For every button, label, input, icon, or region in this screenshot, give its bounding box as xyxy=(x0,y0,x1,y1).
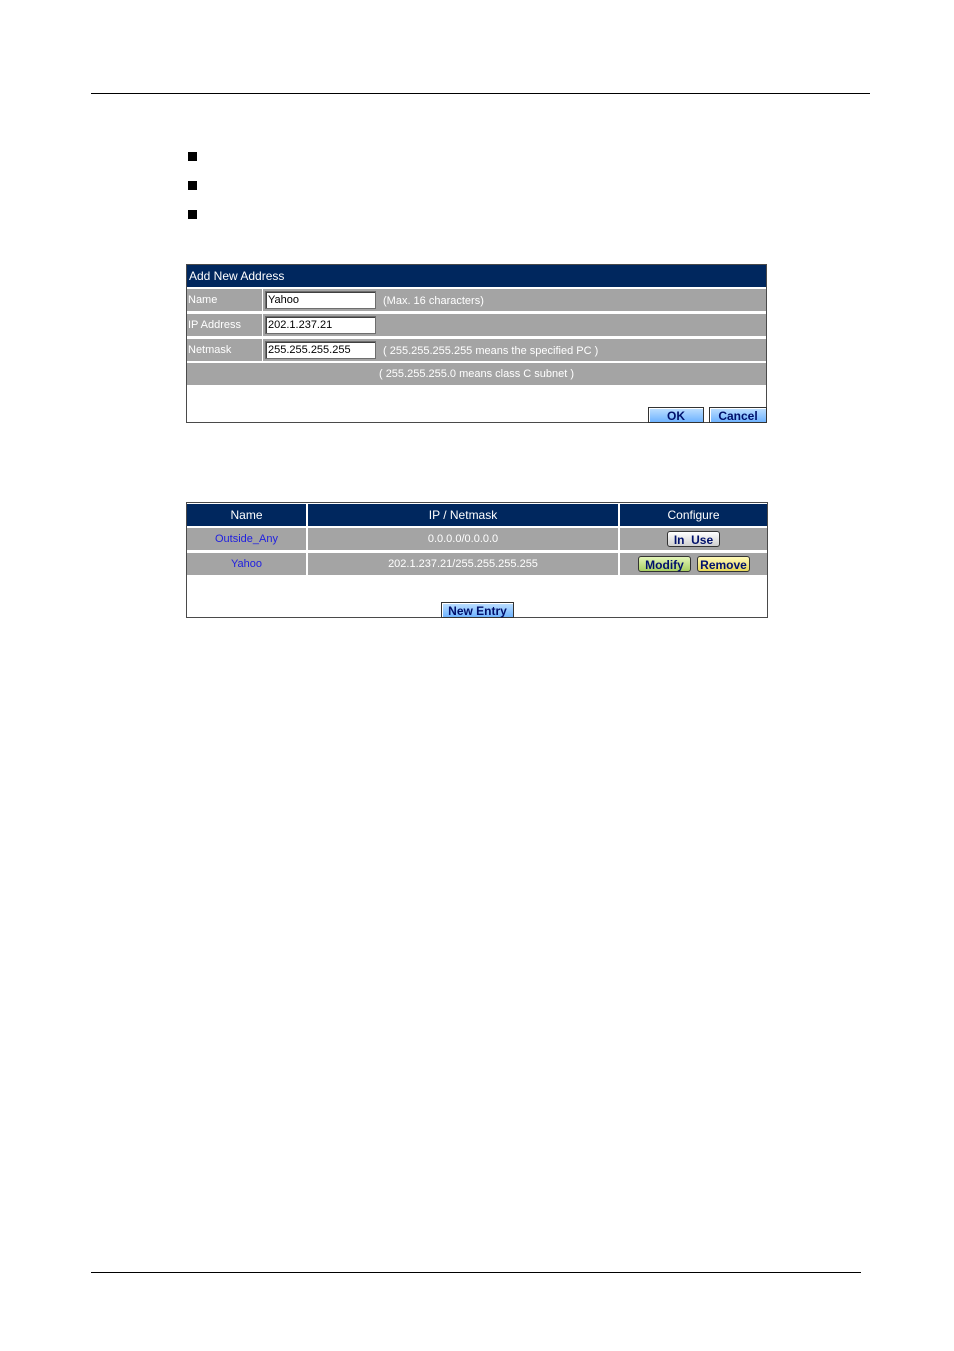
bullet-marker xyxy=(188,210,197,219)
ip-address-row xyxy=(187,314,766,336)
name-row xyxy=(187,289,766,311)
subnet-hint: ( 255.255.255.0 means class C subnet ) xyxy=(378,368,575,380)
netmask-hint: ( 255.255.255.255 means the specified PC ) xyxy=(383,345,599,357)
ip-address-label: IP Address xyxy=(187,314,263,336)
add-address-title: Add New Address xyxy=(187,265,766,287)
footer-rule xyxy=(91,1272,861,1273)
row-name-link[interactable]: Outside_Any xyxy=(187,528,306,550)
row-ip-netmask: 0.0.0.0/0.0.0.0 xyxy=(308,528,618,550)
row-configure-cell xyxy=(620,553,767,575)
ok-button[interactable]: OK xyxy=(648,407,704,423)
add-address-panel xyxy=(186,264,767,423)
in-use-button[interactable]: In Use xyxy=(667,531,720,547)
netmask-label: Netmask xyxy=(187,339,263,361)
row-configure-cell xyxy=(620,528,767,550)
name-input[interactable]: Yahoo xyxy=(265,291,376,309)
netmask-input[interactable]: 255.255.255.255 xyxy=(265,341,376,359)
modify-button[interactable]: Modify xyxy=(638,556,691,572)
bullet-marker xyxy=(188,152,197,161)
row-ip-netmask: 202.1.237.21/255.255.255.255 xyxy=(308,553,618,575)
new-entry-button[interactable]: New Entry xyxy=(441,602,514,618)
column-header-ip-netmask: IP / Netmask xyxy=(308,504,618,526)
name-hint: (Max. 16 characters) xyxy=(383,295,484,307)
cancel-button[interactable]: Cancel xyxy=(709,407,767,423)
column-header-configure: Configure xyxy=(620,504,767,526)
name-label: Name xyxy=(187,289,263,311)
row-name-link[interactable]: Yahoo xyxy=(187,553,306,575)
netmask-row xyxy=(187,339,766,361)
ip-address-input[interactable]: 202.1.237.21 xyxy=(265,316,376,334)
header-rule xyxy=(91,93,870,94)
bullet-marker xyxy=(188,181,197,190)
subnet-hint-row xyxy=(187,363,766,385)
address-table xyxy=(186,502,768,618)
remove-button[interactable]: Remove xyxy=(697,556,750,572)
column-header-name: Name xyxy=(187,504,306,526)
